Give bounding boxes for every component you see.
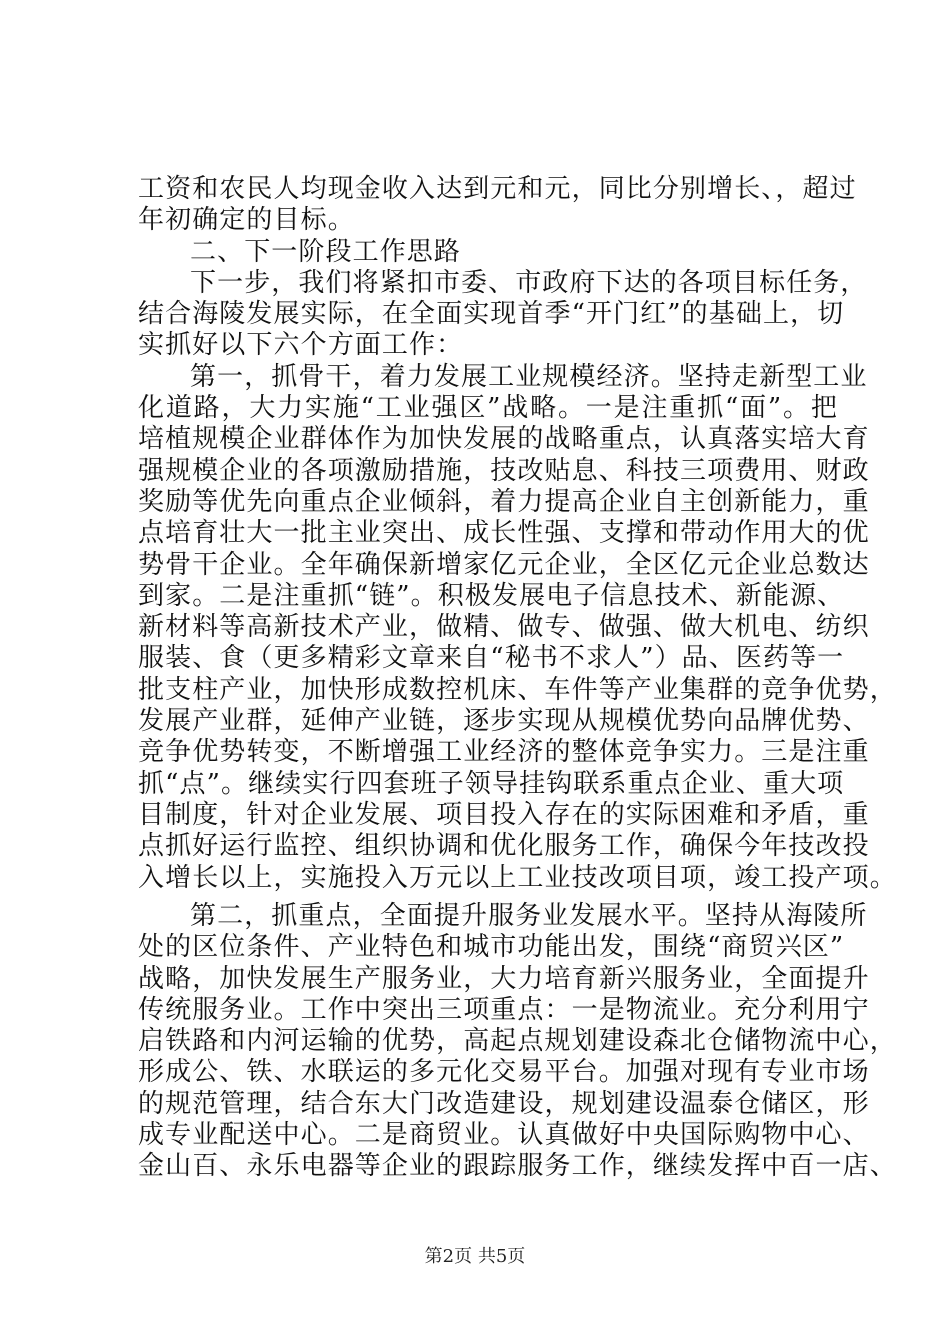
text-line: 到家。二是注重抓“链”。积极发展电子信息技术、新能源、	[138, 580, 845, 611]
text-line: 的规范管理，结合东大门改造建设，规划建设温泰仓储区，形	[138, 1088, 870, 1119]
text-line: 批支柱产业，加快形成数控机床、车件等产业集群的竞争优势，	[138, 674, 897, 705]
text-line: 培植规模企业群体作为加快发展的战略重点，认真落实培大育	[138, 424, 870, 455]
text-line: 服装、食（更多精彩文章来自“秘书不求人”）品、医药等一	[138, 643, 845, 674]
text-line: 年初确定的目标。	[138, 205, 355, 236]
body-text-section-1	[138, 174, 897, 894]
text-line: 处的区位条件、产业特色和城市功能出发，围绕“商贸兴区”	[138, 932, 845, 963]
text-line: 目制度，针对企业发展、项目投入存在的实际困难和矛盾，重	[138, 799, 870, 830]
text-line: 第二，抓重点，全面提升服务业发展水平。坚持从海陵所	[190, 901, 868, 931]
text-line: 发展产业群，延伸产业链，逐步实现从规模优势向品牌优势、	[138, 706, 870, 737]
text-line: 势骨干企业。全年确保新增家亿元企业，全区亿元企业总数达	[138, 549, 870, 580]
text-line: 工资和农民人均现金收入达到元和元，同比分别增长、，超过	[138, 174, 857, 204]
text-line: 启铁路和内河运输的优势，高起点规划建设森北仓储物流中心，	[138, 1026, 897, 1057]
text-line: 下一步，我们将紧扣市委、市政府下达的各项目标任务，	[190, 267, 868, 298]
text-line: 金山百、永乐电器等企业的跟踪服务工作，继续发挥中百一店、	[138, 1151, 897, 1182]
text-line: 形成公、铁、水联运的多元化交易平台。加强对现有专业市场	[138, 1057, 870, 1088]
text-line: 入增长以上，实施投入万元以上工业技改项目项，竣工投产项。	[138, 862, 897, 893]
text-line: 实抓好以下六个方面工作：	[138, 330, 464, 361]
page-number-footer: 第2页 共5页	[424, 1246, 526, 1267]
text-line: 结合海陵发展实际，在全面实现首季“开门红”的基础上，切	[138, 299, 845, 330]
section-heading: 二、下一阶段工作思路	[190, 236, 462, 267]
text-line: 化道路，大力实施“工业强区”战略。一是注重抓“面”。把	[138, 393, 838, 424]
text-line: 新材料等高新技术产业，做精、做专、做强、做大机电、纺织	[138, 612, 870, 643]
text-line: 强规模企业的各项激励措施，技改贴息、科技三项费用、财政	[138, 455, 870, 486]
text-line: 点培育壮大一批主业突出、成长性强、支撑和带动作用大的优	[138, 518, 870, 549]
text-line: 点抓好运行监控、组织协调和优化服务工作，确保今年技改投	[138, 831, 870, 862]
text-line: 竞争优势转变，不断增强工业经济的整体竞争实力。三是注重	[138, 737, 870, 768]
body-text-section-2	[138, 901, 897, 1183]
text-line: 战略，加快发展生产服务业，大力培育新兴服务业，全面提升	[138, 963, 870, 994]
text-line: 奖励等优先向重点企业倾斜，着力提高企业自主创新能力，重	[138, 486, 870, 517]
text-line: 传统服务业。工作中突出三项重点：一是物流业。充分利用宁	[138, 994, 870, 1025]
text-line: 成专业配送中心。二是商贸业。认真做好中央国际购物中心、	[138, 1120, 870, 1151]
text-line: 抓“点”。继续实行四套班子领导挂钩联系重点企业、重大项	[138, 768, 845, 799]
text-line: 第一，抓骨干，着力发展工业规模经济。坚持走新型工业	[190, 361, 868, 392]
